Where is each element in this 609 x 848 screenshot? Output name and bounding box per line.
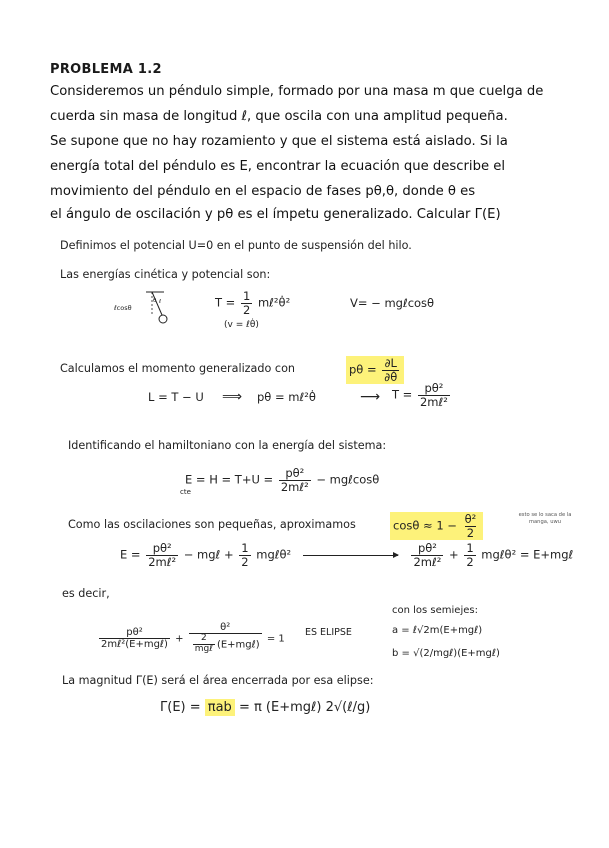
velocity-note: (v = ℓθ̇) bbox=[224, 320, 259, 330]
long-arrow: ⟶ bbox=[360, 389, 381, 405]
energy-approx-eq: E = $\frac{\text{pθ²}}{\text{2mℓ²}}$ − mgℓ + $\frac{1}{2}$ mgℓθ² $\frac{\text{pθ²}}{\text{2mℓ²}}$ + $\frac{1}{2}$ mgℓθ² = E+mgℓ bbox=[120, 541, 574, 569]
cos-approx-eq: cosθ ≈ 1 − $\frac{\text{θ²}}{2}$ bbox=[390, 512, 483, 540]
gamma-eq: Γ(E) = πab = π (E+mgℓ) 2√(ℓ/g) bbox=[160, 700, 371, 715]
note-es-decir: es decir, bbox=[62, 587, 110, 600]
momentum-definition-eq: pθ = $\frac{\partial L}{\partial\thetȧ}$ bbox=[346, 356, 404, 384]
gamma-highlight: πab bbox=[205, 699, 235, 716]
note-energies: Las energías cinética y potencial son: bbox=[60, 268, 271, 281]
note-hamiltonian: Identificando el hamiltoniano con la energía del sistema: bbox=[68, 439, 387, 452]
pendulum-bob bbox=[159, 315, 167, 323]
hamiltonian-eq: E = H = T+U = $\frac{\text{pθ²}}{\text{2mℓ²}}$ − mgℓcosθ bbox=[185, 466, 380, 494]
label-theta: θ bbox=[153, 298, 157, 304]
potential-energy-eq: V= − mgℓcosθ bbox=[350, 296, 435, 310]
implies-arrow: ⟹ bbox=[222, 389, 243, 405]
note-potential: Definimos el potencial U=0 en el punto de suspensión del hilo. bbox=[60, 239, 412, 252]
kinetic-energy-eq bbox=[215, 290, 290, 316]
label-lcos: ℓcosθ bbox=[114, 304, 132, 312]
lagrangian-eq: L = T − U bbox=[148, 390, 204, 404]
statement-line: movimiento del péndulo en el espacio de fases pθ,θ, donde θ es bbox=[50, 184, 476, 199]
note-approx: Como las oscilaciones son pequeñas, aproximamos bbox=[68, 518, 356, 531]
side-note: esto se lo saca de la manga, uwu bbox=[518, 512, 572, 525]
constant-subscript: cte bbox=[180, 488, 191, 496]
semiaxis-a-eq: a = ℓ√2m(E+mgℓ) bbox=[392, 625, 483, 636]
statement-line: el ángulo de oscilación y pθ es el ímpetu generalizado. Calcular Γ(E) bbox=[50, 207, 501, 222]
one-half-fraction: $\frac{1}{2}$ bbox=[242, 289, 251, 317]
long-right-arrow bbox=[303, 555, 398, 556]
statement-line: cuerda sin masa de longitud ℓ, que oscila con una amplitud pequeña. bbox=[50, 109, 508, 124]
label-length: ℓ bbox=[159, 299, 162, 305]
problem-title: PROBLEMA 1.2 bbox=[50, 62, 162, 77]
momentum-value-eq: pθ = mℓ²θ̇ bbox=[257, 390, 316, 404]
ellipse-eq: $\frac{\text{pθ²}}{\text{2mℓ²(E+mgℓ)}}$ + θ² $\frac{2}{\text{mgℓ}}$ (E+mgℓ) = 1 bbox=[101, 622, 285, 654]
pendulum-diagram bbox=[110, 288, 172, 330]
t-rhs: mℓ²θ̇² bbox=[257, 295, 291, 310]
kinetic-momentum-eq: T = $\frac{\text{pθ²}}{\text{2mℓ²}}$ bbox=[392, 381, 448, 409]
note-momentum: Calculamos el momento generalizado con bbox=[60, 362, 296, 375]
statement-line: Consideremos un péndulo simple, formado por una masa m que cuelga de bbox=[50, 84, 544, 99]
t-lhs: T = bbox=[215, 295, 236, 310]
statement-line: energía total del péndulo es E, encontrar la ecuación que describe el bbox=[50, 159, 506, 174]
semiaxis-b-eq: b = √(2/mgℓ)(E+mgℓ) bbox=[392, 648, 500, 659]
note-magnitude: La magnitud Γ(E) será el área encerrada por esa elipse: bbox=[62, 674, 374, 687]
note-semiejes: con los semiejes: bbox=[392, 605, 478, 616]
statement-line: Se supone que no hay rozamiento y que el sistema está aislado. Si la bbox=[50, 134, 508, 149]
ellipse-label: ES ELIPSE bbox=[305, 627, 352, 638]
